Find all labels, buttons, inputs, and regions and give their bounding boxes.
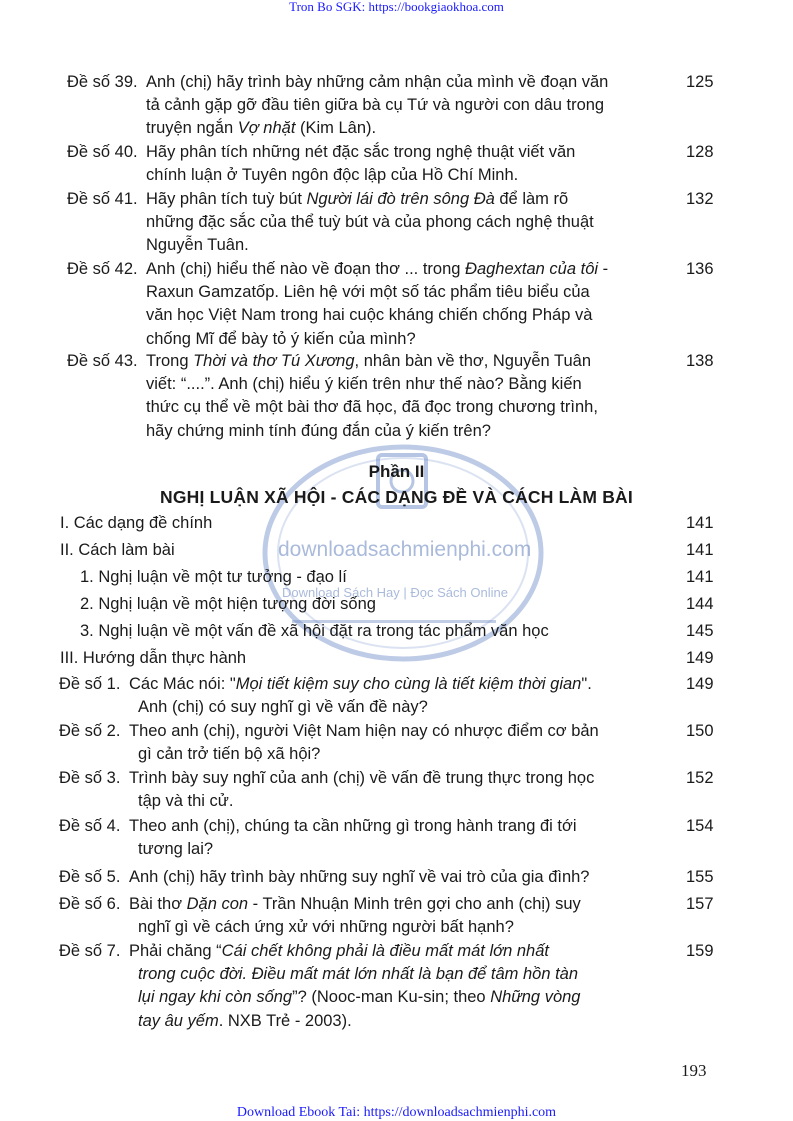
entry-label: Đề số 5. <box>59 868 121 886</box>
entry-text-line: nghĩ gì về cách ứng xử với những người bất hạnh? <box>138 918 514 937</box>
entry-text-line: thức cụ thể về một bài thơ đã học, đã đọc trong chương trình, <box>146 398 598 417</box>
toc-line-text: III. Hướng dẫn thực hành <box>60 649 247 667</box>
entry-text-line: Raxun Gamzatốp. Liên hệ với một số tác phẩm tiêu biểu của <box>146 283 590 302</box>
toc-line-text: I. Các dạng đề chính <box>60 514 213 532</box>
header-download-link[interactable]: Tron Bo SGK: https://bookgiaokhoa.com <box>289 0 504 14</box>
entry-text-line: chính luận ở Tuyên ngôn độc lập của Hồ Chí Minh. <box>146 166 519 185</box>
entry-text-line: văn học Việt Nam trong hai cuộc kháng chiến chống Pháp và <box>146 306 593 325</box>
entry-text-line: truyện ngắn Vợ nhặt (Kim Lân). <box>146 119 377 138</box>
toc-page-number: 141 <box>686 514 714 532</box>
entry-page-number: 157 <box>686 895 714 913</box>
entry-page-number: 154 <box>686 817 714 835</box>
entry-text-line: tay âu yếm. NXB Trẻ - 2003). <box>138 1011 352 1030</box>
entry-label: Đề số 39. <box>67 73 138 91</box>
entry-text-line: Anh (chị) hiểu thế nào về đoạn thơ ... trong Đaghextan của tôi - <box>146 260 609 278</box>
entry-text-line: Anh (chị) hãy trình bày những suy nghĩ về vai trò của gia đình? <box>129 868 590 886</box>
watermark-subtext: Download Sách Hay | Đọc Sách Online <box>282 585 508 600</box>
entry-text-line: Nguyễn Tuân. <box>146 236 249 255</box>
entry-label: Đề số 2. <box>59 722 121 740</box>
entry-page-number: 150 <box>686 722 714 740</box>
entry-page-number: 136 <box>686 260 714 278</box>
entry-text-line: tương lai? <box>138 840 214 859</box>
entry-text-line: Các Mác nói: "Mọi tiết kiệm suy cho cùng là tiết kiệm thời gian". <box>129 675 592 693</box>
entry-text-line: Theo anh (chị), chúng ta cần những gì trong hành trang đi tới <box>129 817 577 835</box>
toc-page-number: 145 <box>686 622 714 640</box>
toc-page-number: 149 <box>686 649 714 667</box>
entry-page-number: 132 <box>686 190 714 208</box>
entry-page-number: 128 <box>686 143 714 161</box>
entry-page-number: 155 <box>686 868 714 886</box>
entry-text-line: viết: “....”. Anh (chị) hiểu ý kiến trên như thế nào? Bằng kiến <box>146 375 582 394</box>
footer-download-link[interactable]: Download Ebook Tai: https://downloadsachmienphi.com <box>236 1105 557 1120</box>
toc-line-text: 3. Nghị luận về một vấn đề xã hội đặt ra trong tác phẩm văn học <box>80 622 549 640</box>
entry-page-number: 138 <box>686 352 714 370</box>
entry-label: Đề số 4. <box>59 817 121 835</box>
entry-text-line: Trong Thời và thơ Tú Xương, nhân bàn về thơ, Nguyễn Tuân <box>146 352 592 370</box>
entry-text-line: gì cản trở tiến bộ xã hội? <box>138 745 321 764</box>
entry-text-line: Anh (chị) hãy trình bày những cảm nhận của mình về đoạn văn <box>146 73 609 91</box>
page-number: 193 <box>681 1061 707 1080</box>
entry-text-line: Phải chăng “Cái chết không phải là điều mất mát lớn nhất <box>129 942 549 960</box>
entry-text-line: hãy chứng minh tính đúng đắn của ý kiến trên? <box>146 421 491 440</box>
toc-line-text: 2. Nghị luận về một hiện tượng đời sống <box>80 595 376 613</box>
entry-label: Đề số 41. <box>67 190 138 208</box>
toc-line-text: 1. Nghị luận về một tư tưởng - đạo lí <box>80 568 347 586</box>
entry-label: Đề số 1. <box>59 675 121 693</box>
entry-text-line: Hãy phân tích những nét đặc sắc trong nghệ thuật viết văn <box>146 143 576 161</box>
entry-label: Đề số 7. <box>59 942 121 960</box>
part-title: Phần II <box>368 462 425 481</box>
entry-text-line: trong cuộc đời. Điều mất mát lớn nhất là bạn để tâm hồn tàn <box>138 965 579 984</box>
toc-page-number: 144 <box>686 595 714 613</box>
entry-text-line: Anh (chị) có suy nghĩ gì về vấn đề này? <box>138 698 428 717</box>
entry-page-number: 149 <box>686 675 714 693</box>
entry-text-line: Bài thơ Dặn con - Trần Nhuận Minh trên gợi cho anh (chị) suy <box>129 895 581 913</box>
entry-label: Đề số 40. <box>67 143 138 161</box>
entry-text-line: Trình bày suy nghĩ của anh (chị) về vấn đề trung thực trong học <box>129 769 595 787</box>
entry-page-number: 125 <box>686 73 714 91</box>
entry-page-number: 159 <box>686 942 714 960</box>
entry-label: Đề số 3. <box>59 769 121 787</box>
toc-page-number: 141 <box>686 541 714 559</box>
entry-text-line: chống Mĩ để bày tỏ ý kiến của mình? <box>146 329 416 348</box>
entry-label: Đề số 6. <box>59 895 121 913</box>
section-title: NGHỊ LUẬN XÃ HỘI - CÁC DẠNG ĐỀ VÀ CÁCH LÀM BÀI <box>160 487 633 507</box>
entry-text-line: lụi ngay khi còn sống”? (Nooc-man Ku-sin; theo Những vòng <box>138 988 581 1007</box>
toc-line-text: II. Cách làm bài <box>60 541 175 559</box>
entry-label: Đề số 42. <box>67 260 138 278</box>
entry-text-line: tập và thi cử. <box>138 792 234 811</box>
watermark-text: downloadsachmienphi.com <box>278 538 532 561</box>
toc-page-number: 141 <box>686 568 714 586</box>
entry-label: Đề số 43. <box>67 352 138 370</box>
entry-page-number: 152 <box>686 769 714 787</box>
entry-text-line: tả cảnh gặp gỡ đầu tiên giữa bà cụ Tứ và người con dâu trong <box>146 96 605 115</box>
entry-text-line: Hãy phân tích tuỳ bút Người lái đò trên sông Đà để làm rõ <box>146 190 569 208</box>
entry-text-line: những đặc sắc của thể tuỳ bút và của phong cách nghệ thuật <box>146 213 594 232</box>
entry-text-line: Theo anh (chị), người Việt Nam hiện nay có nhược điểm cơ bản <box>129 722 599 740</box>
